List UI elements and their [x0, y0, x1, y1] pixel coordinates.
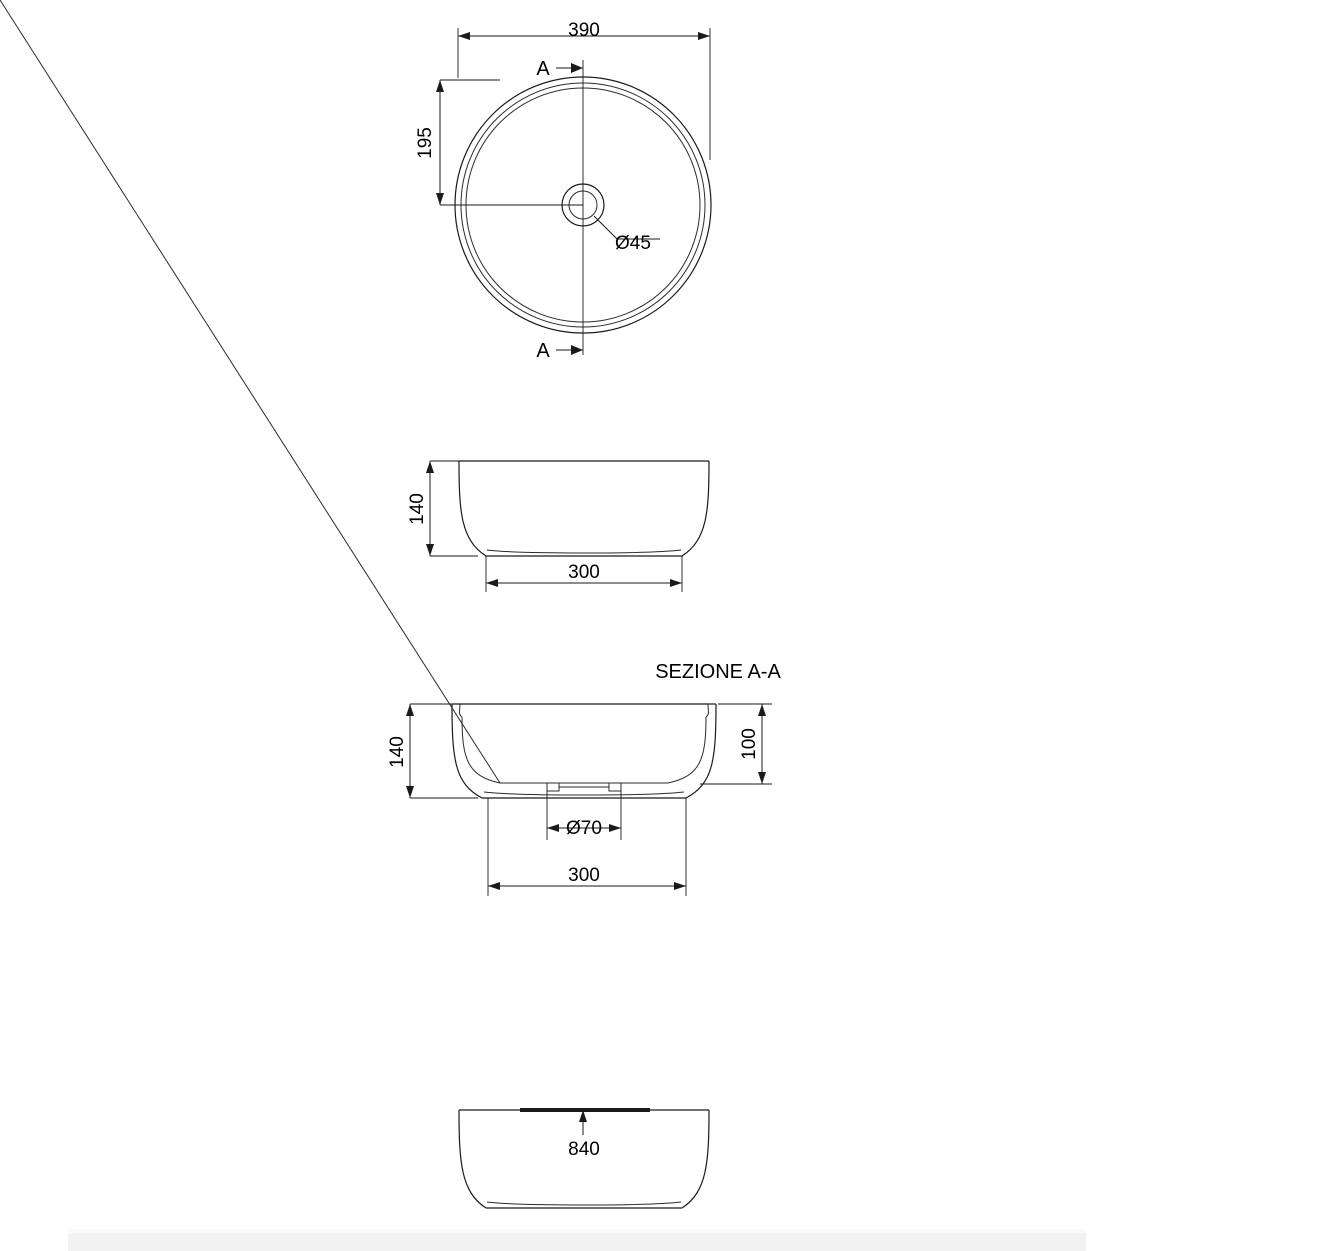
dim-section-base-width: 300: [568, 865, 600, 886]
dim-section-height: 140: [387, 736, 408, 768]
dim-section-waste-hole: Ø70: [566, 818, 602, 839]
dim-overflow-level: 840: [568, 1139, 600, 1160]
dim-top-drain-hole: Ø45: [615, 233, 651, 254]
dim-section-inner-depth: 100: [739, 728, 760, 760]
dim-top-overall-diameter: 390: [568, 20, 600, 41]
dim-top-radius-offset: 195: [415, 127, 436, 159]
footer-bar: [68, 1233, 1086, 1251]
section-letter-bottom: A: [536, 340, 550, 362]
section-title: SEZIONE A-A: [655, 661, 781, 683]
section-letter-top: A: [536, 58, 550, 80]
dim-front-height: 140: [407, 493, 428, 525]
dim-front-base-width: 300: [568, 562, 600, 583]
